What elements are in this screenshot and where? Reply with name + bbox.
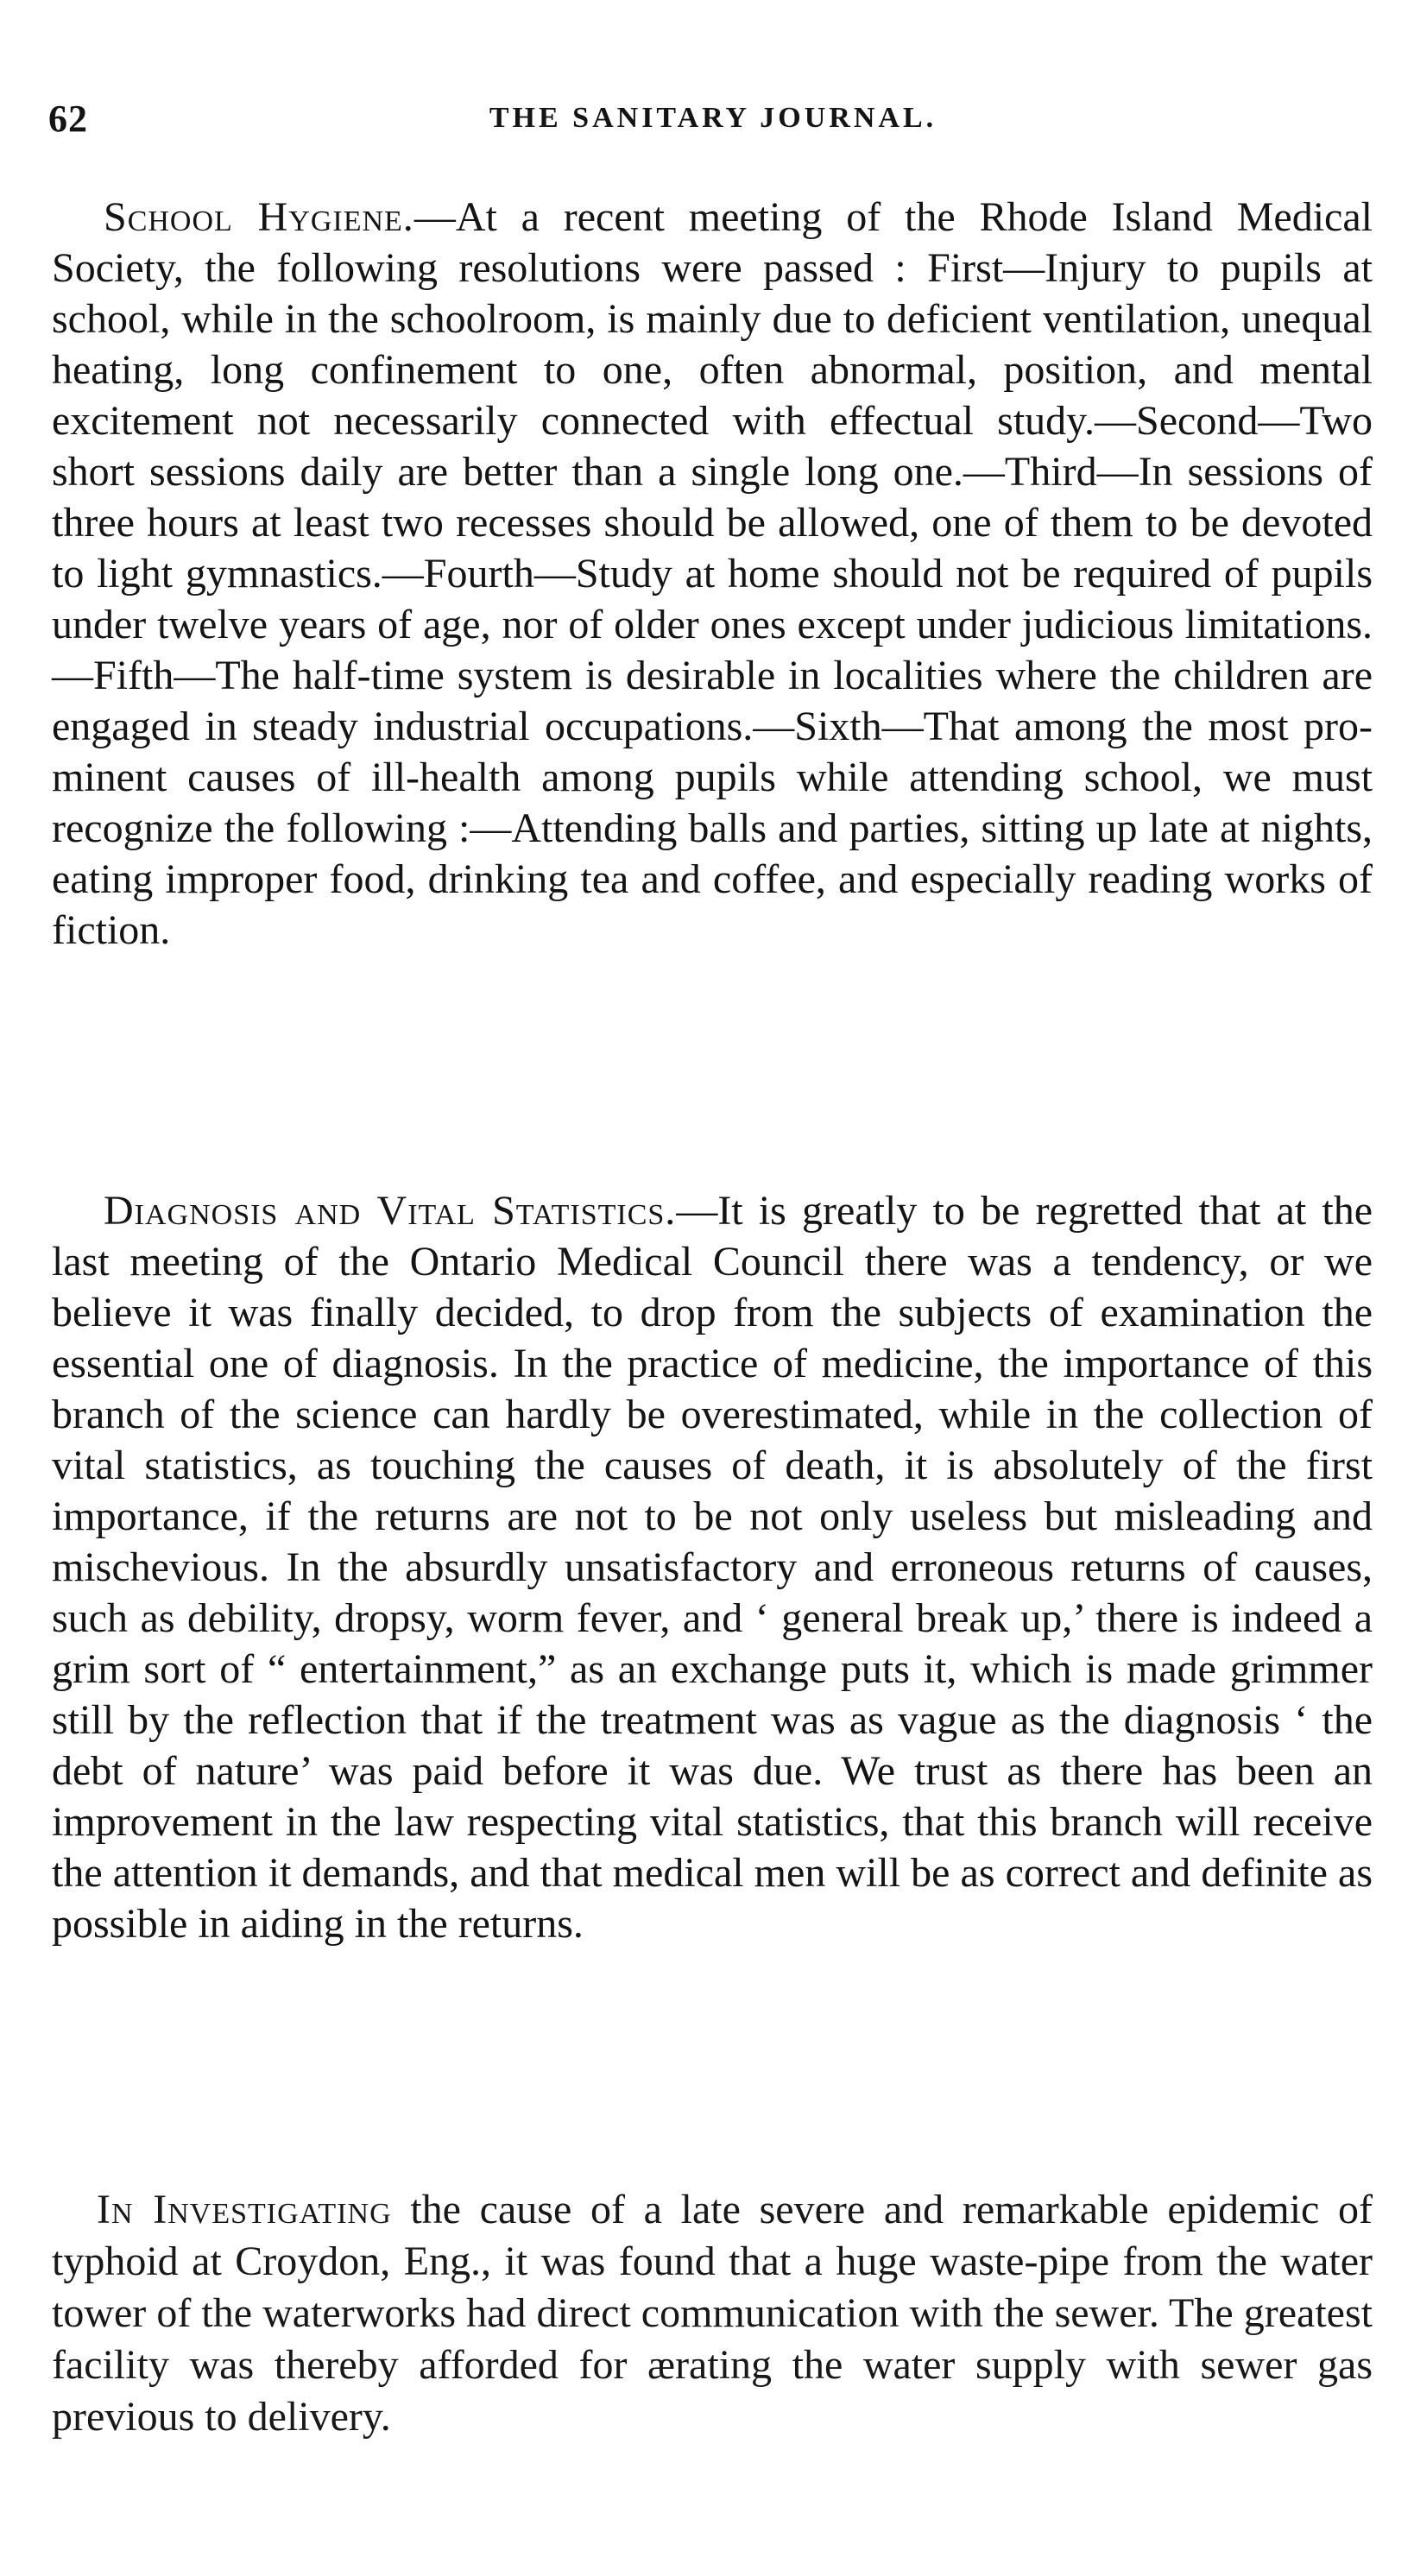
article-heading: School Hygiene. bbox=[104, 194, 414, 240]
article-heading: Diagnosis and Vital Statistics. bbox=[104, 1188, 677, 1234]
article-heading: In Investigating bbox=[97, 2187, 392, 2232]
article-diagnosis-vital-statistics bbox=[52, 1185, 1373, 1949]
article-body: —It is greatly to be regretted that at the last meeting of the Ontario Medical Council there was a tendency, or we believe it was finally decided, to drop from the subjects of examination the essential one of diagnosis. In the practice of medicine, the importance of this branch of the science can hardly be overestimated, while in the collection of vital statistics, as touching the causes of death, it is absolutely of the first importance, if the returns are not to be not only useless but misleading and mischevious. In the absurdly unsatisfactory and erroneous returns of causes, such as debility, dropsy, worm fever, and ‘ general break up,’ there is indeed a grim sort of “ entertainment,” as an exchange puts it, which is made grimmer still by the reflection that if the treatment was as vague as the diagnosis ‘ the debt of nature’ was paid before it was due. We trust as there has been an improvement in the law respecting vital statistics, that this branch will receive the attention it demands, and that medical men will be as correct and definite as possible in aiding in the returns. bbox=[52, 1188, 1373, 1947]
article-typhoid-croydon bbox=[52, 2184, 1373, 2443]
article-body: the cause of a late severe and remarkable epidemic of typhoid at Croydon, Eng., it was found that a huge waste-pipe from the water tower of the waterworks had direct communication with the sewer. The greatest facility was thereby afforded for ærating the water supply with sewer gas previous to delivery. bbox=[52, 2187, 1373, 2440]
article-school-hygiene bbox=[52, 192, 1373, 956]
journal-title: THE SANITARY JOURNAL. bbox=[489, 102, 937, 134]
page-number: 62 bbox=[48, 98, 88, 140]
running-head bbox=[48, 97, 1378, 148]
article-body: —At a recent meeting of the Rhode Island Medical Society, the following resolutions were passed : First—Injury to pupils at school, while in the schoolroom, is mainly due to deficient ventilation, unequal heating, long confinement to one, often abnormal, position, and mental excitement not necessarily connected with effectual study.—Second—Two short sessions daily are better than a single long one.—Third—In sessions of three hours at least two recesses should be allowed, one of them to be devoted to light gymnastics.—Fourth—Study at home should not be required of pupils under twelve years of age, nor of older ones except under judicious limitations.—Fifth—The half-time system is desirable in localities where the children are engaged in steady industrial occupations.—Sixth—That among the most prominent causes of ill-health among pupils while attending school, we must recognize the following :—Attending balls and parties, sitting up late at nights, eating improper food, drinking tea and coffee, and especially reading works of fiction. bbox=[52, 194, 1373, 953]
